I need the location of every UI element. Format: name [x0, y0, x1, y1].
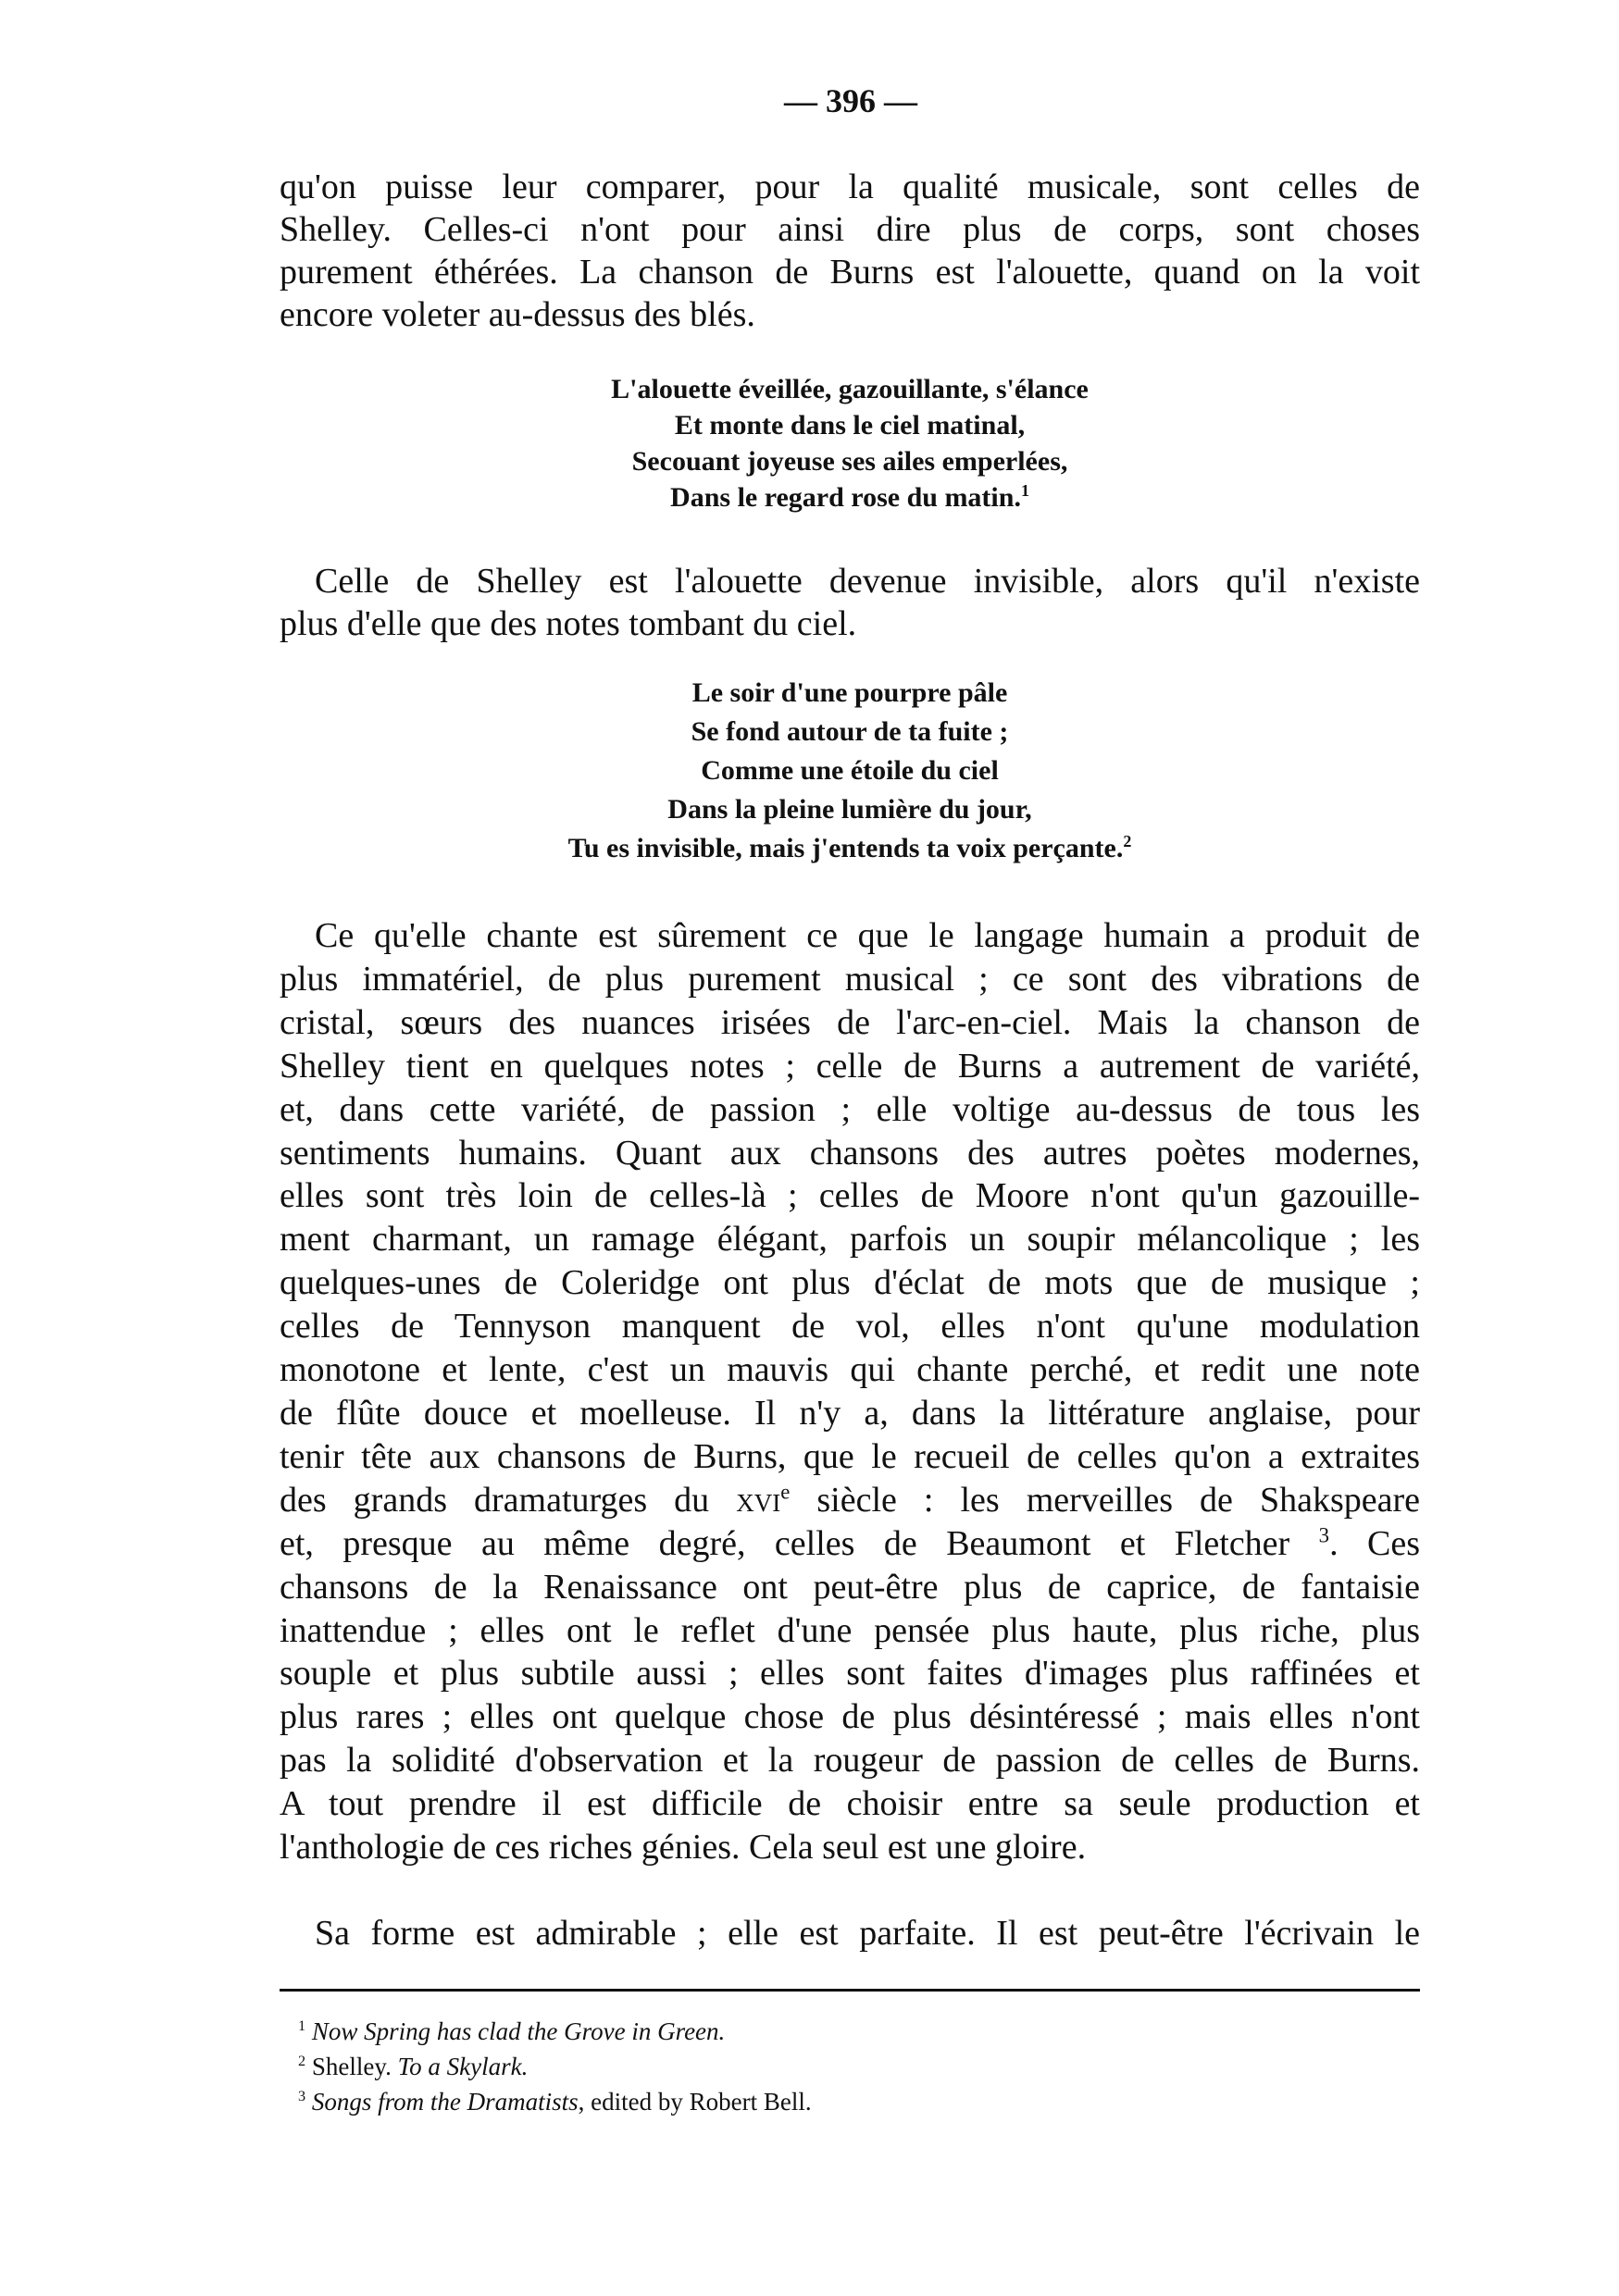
- text-line: elles sont très loin de celles-là ; celles de Moore n'ont qu'un gazouille-: [280, 1176, 1420, 1216]
- text-line: Shelley tient en quelques notes ; celle de Burns a autrement de variété,: [280, 1046, 1420, 1086]
- text-line: quelques-unes de Coleridge ont plus d'éclat de mots que de musique ;: [280, 1263, 1420, 1303]
- footnote-ref: 3: [1318, 1523, 1330, 1547]
- text-line: souple et plus subtile aussi ; elles sont faites d'images plus raffinées et: [280, 1654, 1420, 1694]
- paragraph-3: [280, 914, 1420, 1869]
- text-line: qu'on puisse leur comparer, pour la qualité musicale, sont celles de: [280, 168, 1420, 206]
- footnote-title: Now Spring has clad the Grove in Green.: [311, 2017, 726, 2045]
- verse-text: Tu es invisible, mais j'entends ta voix perçante.: [567, 833, 1124, 863]
- text-line: cristal, sœurs des nuances irisées de l'arc-en-ciel. Mais la chanson de: [280, 1002, 1420, 1042]
- text-line: L'alouette éveillée, gazouillante, s'élance: [611, 374, 1089, 404]
- text-line: ment charmant, un ramage élégant, parfois un soupir mélancolique ; les: [280, 1220, 1420, 1260]
- footnote-author: Shelley.: [311, 2053, 398, 2080]
- text-line: [280, 1522, 1420, 1566]
- page-number: — 396 —: [784, 82, 917, 119]
- text-line: plus immatériel, de plus purement musical ; ce sont des vibrations de: [280, 959, 1420, 999]
- text-line: purement éthérées. La chanson de Burns est l'alouette, quand on la voit: [280, 253, 1420, 292]
- footnote-ref: 2: [1123, 832, 1132, 850]
- footnote-number: 2: [298, 2053, 306, 2069]
- paragraph-2: [280, 560, 1420, 645]
- text-line: plus rares ; elles ont quelque chose de plus désintéressé ; mais elles n'ont: [280, 1697, 1420, 1737]
- text-line: chansons de la Renaissance ont peut-être plus de caprice, de fantaisie: [280, 1567, 1420, 1607]
- footnote-2: [298, 2049, 812, 2084]
- text-segment: . Ces: [1329, 1523, 1421, 1563]
- text-line: Secouant joyeuse ses ailes emperlées,: [631, 446, 1068, 477]
- text-line: tenir tête aux chansons de Burns, que le recueil de celles qu'on a extraites: [280, 1436, 1420, 1476]
- text-segment: et, presque au même degré, celles de Beaumont et Fletcher: [280, 1523, 1319, 1563]
- footnote-ref: 1: [1020, 481, 1029, 500]
- paragraph-1: [280, 166, 1420, 336]
- footnote-number: 1: [298, 2017, 306, 2034]
- text-line: plus d'elle que des notes tombant du ciel.: [280, 604, 857, 643]
- text-line: et, dans cette variété, de passion ; elle voltige au-dessus de tous les: [280, 1089, 1420, 1129]
- text-line: sentiments humains. Quant aux chansons des autres poètes modernes,: [280, 1133, 1420, 1173]
- text-line: Dans la pleine lumière du jour,: [667, 794, 1032, 825]
- text-segment: des grands dramaturges du: [280, 1480, 737, 1520]
- text-line: Shelley. Celles-ci n'ont pour ainsi dire plus de corps, sont choses: [280, 210, 1420, 249]
- footnotes: [298, 2014, 812, 2119]
- verse-text: Dans le regard rose du matin.: [670, 482, 1021, 513]
- footnote-1: [298, 2014, 812, 2049]
- text-line: Se fond autour de ta fuite ;: [691, 716, 1009, 747]
- text-line: inattendue ; elles ont le reflet d'une pensée plus haute, plus riche, plus: [280, 1610, 1420, 1650]
- superscript: e: [780, 1480, 791, 1504]
- footnote-separator: [280, 1989, 1420, 1992]
- text-line: Sa forme est admirable ; elle est parfaite. Il est peut-être l'écrivain le: [315, 1914, 1420, 1953]
- text-line: Comme une étoile du ciel: [701, 755, 999, 786]
- text-line: encore voleter au-dessus des blés.: [280, 295, 755, 334]
- footnote-text: , edited by Robert Bell.: [578, 2088, 812, 2116]
- text-line: [280, 479, 1420, 515]
- verse-2: [280, 674, 1420, 868]
- text-line: celles de Tennyson manquent de vol, elles n'ont qu'une modulation: [280, 1307, 1420, 1347]
- footnote-title: Songs from the Dramatists: [311, 2088, 579, 2116]
- text-line: monotone et lente, c'est un mauvis qui chante perché, et redit une note: [280, 1350, 1420, 1390]
- text-line: Celle de Shelley est l'alouette devenue invisible, alors qu'il n'existe: [315, 562, 1420, 601]
- text-line: Le soir d'une pourpre pâle: [691, 677, 1008, 708]
- text-segment: siècle : les merveilles de Shakspeare: [790, 1480, 1420, 1520]
- text-line: Et monte dans le ciel matinal,: [674, 410, 1026, 441]
- text-line: l'anthologie de ces riches génies. Cela seul est une gloire.: [280, 1828, 1087, 1868]
- footnote-3: [298, 2084, 812, 2119]
- text-line: [280, 1479, 1420, 1522]
- footnote-number: 3: [298, 2088, 306, 2104]
- text-line: Ce qu'elle chante est sûrement ce que le langage humain a produit de: [315, 916, 1420, 955]
- text-line: de flûte douce et moelleuse. Il n'y a, dans la littérature anglaise, pour: [280, 1393, 1420, 1433]
- century-numeral: xvi: [736, 1480, 781, 1520]
- paragraph-4: [280, 1912, 1420, 1955]
- text-line: A tout prendre il est difficile de choisir entre sa seule production et: [280, 1784, 1420, 1824]
- text-line: pas la solidité d'observation et la rougeur de passion de celles de Burns.: [280, 1741, 1420, 1781]
- text-line: [280, 829, 1420, 868]
- footnote-title: To a Skylark.: [397, 2053, 529, 2080]
- verse-1: [280, 371, 1420, 515]
